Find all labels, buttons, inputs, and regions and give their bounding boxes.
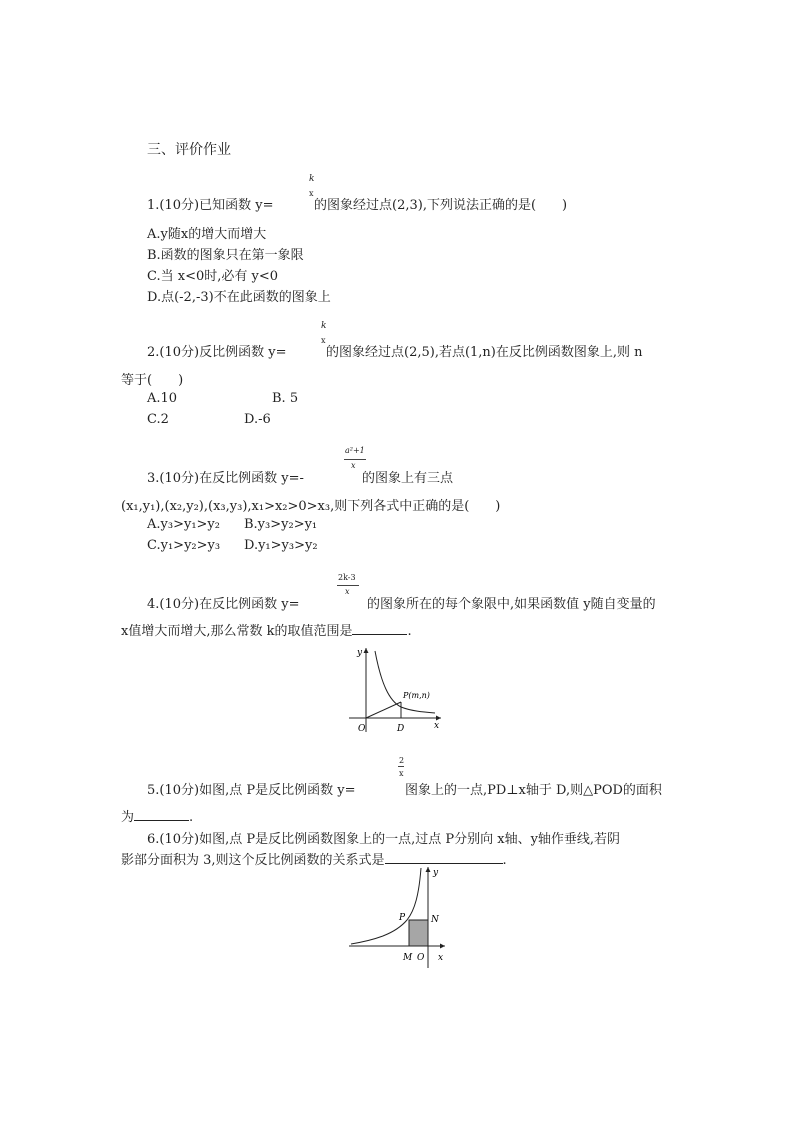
q5-stem-line2 xyxy=(121,806,193,825)
q3-stem-line2: (x₁,y₁),(x₂,y₂),(x₃,y₃),x₁>x₂>0>x₃,则下列各式中正确的是( ) xyxy=(121,499,501,514)
q3-option-d: D.y₁>y₃>y₂ xyxy=(244,538,318,553)
q1-stem-before: 1.(10分)已知函数 y= xyxy=(147,198,274,213)
q3-option-c: C.y₁>y₂>y₃ xyxy=(147,538,221,553)
q5-stem-before: 5.(10分)如图,点 P是反比例函数 y= xyxy=(147,783,356,798)
q3-stem-before: 3.(10分)在反比例函数 y=- xyxy=(147,471,304,486)
q3-stem-after: 的图象上有三点 xyxy=(362,471,454,486)
q2-stem-line2: 等于( ) xyxy=(121,373,184,388)
q4-stem-line2 xyxy=(121,620,412,639)
q3-frac-numerator: a²+1 xyxy=(345,446,365,455)
fig1-label-p: P(m,n) xyxy=(403,691,430,700)
figure-2-graph xyxy=(345,864,450,974)
q1-frac-numerator: k xyxy=(309,174,315,184)
q6-stem-line1: 6.(10分)如图,点 P是反比例函数图象上的一点,过点 P分别向 x轴、y轴作垂线,若阴 xyxy=(147,832,621,847)
fig2-shaded-rectangle xyxy=(409,920,428,946)
q2-frac-denominator: x xyxy=(321,336,326,345)
fig2-label-o: O xyxy=(417,953,425,963)
q5-fraction-bar xyxy=(398,766,404,767)
q5-stem-end: . xyxy=(189,810,194,825)
fig1-y-arrow xyxy=(364,648,369,653)
q4-stem-before: 4.(10分)在反比例函数 y= xyxy=(147,597,300,612)
q2-frac-numerator: k xyxy=(321,321,327,331)
q6-stem-end: . xyxy=(502,853,507,868)
q1-option-c: C.当 x<0时,必有 y<0 xyxy=(147,269,279,284)
q2-option-d: D.-6 xyxy=(244,412,271,427)
q2-option-c: C.2 xyxy=(147,412,169,427)
q2-option-b: B. 5 xyxy=(272,391,299,406)
fig1-label-x: x xyxy=(434,721,440,731)
q1-option-d: D.点(-2,-3)不在此函数的图象上 xyxy=(147,290,331,305)
q6-answer-blank[interactable] xyxy=(385,851,503,864)
fig2-label-y: y xyxy=(433,868,439,878)
q1-option-b: B.函数的图象只在第一象限 xyxy=(147,248,304,263)
fig1-hyperbola xyxy=(375,651,435,713)
fig2-label-p: P xyxy=(399,913,406,923)
q4-stem-after: 的图象所在的每个象限中,如果函数值 y随自变量的 xyxy=(367,597,656,612)
q4-frac-numerator: 2k-3 xyxy=(338,573,356,582)
fig2-label-n: N xyxy=(431,915,439,925)
fig1-segment-op xyxy=(366,702,401,718)
q4-fraction-bar xyxy=(337,585,359,586)
q3-frac-denominator: x xyxy=(351,461,356,470)
q4-frac-denominator: x xyxy=(345,587,350,596)
q5-stem-after: 图象上的一点,PD⊥x轴于 D,则△POD的面积 xyxy=(405,783,662,798)
fig1-label-y: y xyxy=(357,648,363,658)
q2-option-a: A.10 xyxy=(147,391,178,406)
fig1-label-o: O xyxy=(358,724,366,734)
q3-option-a: A.y₃>y₁>y₂ xyxy=(147,517,220,532)
q1-option-a: A.y随x的增大而增大 xyxy=(147,227,267,242)
q4-answer-blank[interactable] xyxy=(352,622,407,635)
q3-fraction-bar xyxy=(344,459,366,460)
q5-answer-blank[interactable] xyxy=(134,808,189,821)
fig2-y-arrow xyxy=(426,867,431,872)
q2-stem-before: 2.(10分)反比例函数 y= xyxy=(147,345,287,360)
q1-frac-denominator: x xyxy=(309,189,314,198)
q3-option-b: B.y₃>y₂>y₁ xyxy=(244,517,318,532)
q6-stem-line2-text: 影部分面积为 3,则这个反比例函数的关系式是 xyxy=(121,853,385,868)
q4-stem-line2-text: x值增大而增大,那么常数 k的取值范围是 xyxy=(121,624,353,639)
figure-1-graph xyxy=(345,643,445,735)
fig2-x-arrow xyxy=(440,944,445,949)
q2-stem-after: 的图象经过点(2,5),若点(1,n)在反比例函数图象上,则 n xyxy=(326,345,643,360)
q4-stem-end: . xyxy=(407,624,412,639)
q1-stem-after: 的图象经过点(2,3),下列说法正确的是( ) xyxy=(314,198,568,213)
fig1-x-arrow xyxy=(436,716,441,721)
section-title: 三、评价作业 xyxy=(147,142,231,158)
q5-frac-denominator: x xyxy=(399,769,404,778)
fig1-label-d: D xyxy=(397,724,405,734)
q5-frac-numerator: 2 xyxy=(399,756,405,765)
fig2-label-x: x xyxy=(438,953,444,963)
fig2-label-m: M xyxy=(403,953,413,963)
q5-stem-line2-text: 为 xyxy=(121,810,135,825)
